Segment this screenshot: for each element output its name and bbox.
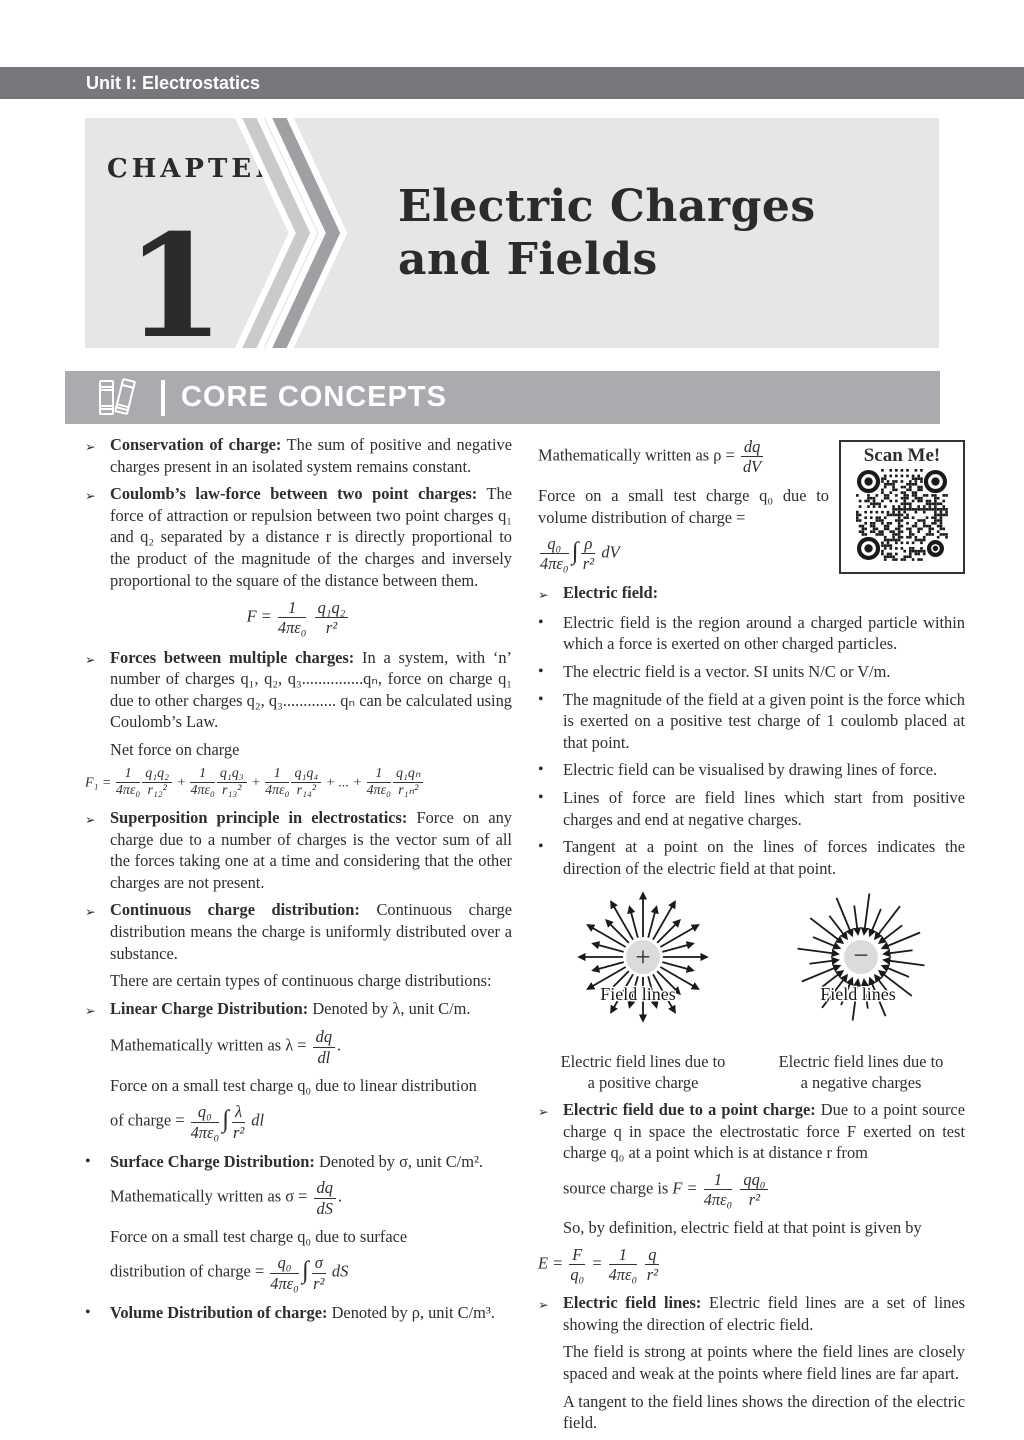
efield-point: • Electric field can be visualised by drawing lines of force. (538, 760, 938, 780)
sigma-definition-formula: Mathematically written as σ = $\frac{dq}{dS}$ . (110, 1178, 343, 1218)
concept-linear-distribution: ➢ Linear Charge Distribution: Denoted by λ, unit C/m. (85, 998, 512, 1022)
continuous-distribution-note: There are certain types of continuous charge distributions: (110, 971, 492, 991)
arrow-bullet-icon: ➢ (538, 1297, 549, 1313)
dot-bullet-icon: • (538, 690, 544, 708)
chapter-label: CHAPTER (107, 154, 281, 184)
rho-definition-formula: Mathematically written as ρ = $\frac{dq}{dV}$ (538, 438, 965, 475)
arrow-bullet-icon: ➢ (85, 488, 96, 504)
arrow-bullet-icon: ➢ (538, 1103, 549, 1119)
lambda-definition-formula: Mathematically written as λ = $\frac{dq}{dl}$ . (110, 1027, 342, 1067)
chapter-title: Electric Charges and Fields (398, 181, 816, 285)
concept-coulombs-law: ➢ Coulomb’s law-force between two point charges: The force of attraction or repulsion between two point charges q₁ and q₂ separated by a distance r is directly proportional to the product of the magnitude of the charges and inversely proportional to the square of the distance between them. (85, 484, 512, 590)
concept-conservation-of-charge: ➢ Conservation of charge: The sum of positive and negative charges present in an isolated system remains constant. (85, 435, 512, 476)
point-charge-force-formula: source charge is F = $\frac{1}{\text{4πε₀}}$ $\frac{\text{qq₀}}{\text{r²}}$ (563, 1171, 965, 1208)
arrow-bullet-icon: ➢ (85, 439, 96, 454)
volume-force-formula: $\frac{\text{q₀}}{\text{4πε₀}}$ ∫ $\frac{\rho}{\text{r²}}$ dV (540, 533, 620, 573)
dot-bullet-icon: • (538, 613, 544, 631)
books-icon (95, 377, 143, 419)
dot-bullet-icon: • (538, 788, 544, 806)
dot-bullet-icon: • (85, 1303, 91, 1321)
net-force-label: Net force on charge (110, 739, 240, 759)
electric-field-formula: E = $\frac{F}{\text{q₀}}$ = $\frac{1}{\text{4πε₀}}$ $\frac{q}{\text{r²}}$ (538, 1244, 659, 1284)
arrow-bullet-icon: ➢ (85, 651, 96, 667)
efield-point: • Tangent at a point on the lines of forces indicates the direction of the electric field at that point. (538, 837, 965, 878)
divider (161, 380, 165, 416)
concept-field-due-to-point-charge: ➢ Electric field due to a point charge: Due to a point source charge q in space the electrostatic force F exerted on test charge q₀ at a point which is at distance r from (538, 1099, 965, 1163)
concept-surface-distribution: • Surface Charge Distribution: Denoted by σ, unit C/m². (85, 1151, 483, 1171)
core-concepts-header (65, 371, 940, 424)
concept-superposition: ➢ Superposition principle in electrostatics: Force on any charge due to a number of charges is the vector sum of all the forces taking one at a time and considering that the other charges are not present. (85, 807, 512, 892)
positive-charge-field-lines-image (538, 885, 748, 1043)
concept-multiple-charges: ➢ Forces between multiple charges: In a system, with ‘n’ number of charges q₁, q₂, q₃...............qₙ, force on charge q₁ due to other charges q₂, q₃............. qₙ can be calculated using Coulomb’s Law. (85, 647, 512, 732)
coulomb-formula: F = $\frac{1}{\text{4πε₀}}$ $\frac{\text{q₁q₂}}{\text{r²}}$ (85, 599, 512, 636)
core-concepts-title: CORE CONCEPTS (181, 381, 447, 413)
arrow-bullet-icon: ➢ (85, 904, 96, 920)
efield-point: • Lines of force are field lines which start from positive charges and end at negative charges. (538, 787, 965, 829)
positive-diagram-caption: Electric field lines due to a positive charge (560, 1051, 726, 1092)
negative-charge-diagram (756, 885, 966, 1093)
linear-force-formula: of charge = $\frac{\text{q₀}}{\text{4πε₀}}$ ∫ $\frac{\lambda}{\text{r²}}$ dl (110, 1102, 264, 1142)
concept-electric-field: ➢ Electric field: (538, 582, 965, 606)
net-force-formula: F₁ = $\frac{1}{\text{4πε₀}}$ $\frac{\text{q₁q₂}}{\text{r₁₂²}}$ + $\frac{1}{\text{4πε₀}}$ $\frac{\text{q₁q₃}}{\text{r₁₃²}}$ + $\frac{1}{\text{4πε₀}}$ $\frac{\text{q₁q₄}}{\text{r₁₄²}}$ + ... + $\frac{1}{\text{4πε₀}}$ $\frac{\text{q₁qₙ}}{\text{r₁ₙ²}}$ (85, 767, 512, 799)
negative-charge-field-lines-image (756, 885, 966, 1043)
scan-me-label: Scan Me! (863, 445, 941, 466)
qr-code (856, 469, 948, 561)
plus-sign: + (635, 942, 651, 973)
negative-diagram-caption: Electric field lines due to a negative charges (778, 1051, 944, 1092)
volume-force-text: Force on a small test charge q₀ due to volume distribution of charge = (538, 486, 829, 528)
arrow-bullet-icon: ➢ (538, 587, 549, 603)
chapter-number: 1 (125, 204, 225, 370)
concept-electric-field-lines: ➢ Electric field lines: Electric field lines are a set of lines showing the direction of electric field. (538, 1293, 966, 1334)
concept-continuous-distribution: ➢ Continuous charge distribution: Continuous charge distribution means the charge is uniformly distributed over a substance. (85, 900, 512, 963)
positive-charge-diagram (538, 885, 748, 1093)
dot-bullet-icon: • (538, 838, 544, 856)
efield-point: • The magnitude of the field at a given point is the force which is exerted on a positive test charge of 1 coulomb placed at that point. (538, 689, 965, 752)
chevron-right-icon (235, 118, 365, 348)
field-line-diagrams (538, 885, 965, 1093)
surface-force-formula: distribution of charge = $\frac{\text{q₀}}{\text{4πε₀}}$ ∫ $\frac{\sigma}{\text{r²}}$ dS (110, 1253, 349, 1293)
minus-sign: − (853, 940, 869, 971)
dot-bullet-icon: • (538, 761, 544, 779)
volume-math-block (538, 438, 965, 572)
scan-me-box (839, 440, 965, 574)
arrow-bullet-icon: ➢ (85, 811, 96, 827)
unit-header-bar (0, 67, 1024, 99)
definition-line: So, by definition, electric field at that point is given by (563, 1218, 922, 1238)
surface-force-text: Force on a small test charge q₀ due to surface (110, 1226, 408, 1246)
efield-point: • Electric field is the region around a charged particle within which a force is exerted on other charged particles. (538, 612, 965, 654)
field-lines-label: Field lines (600, 984, 676, 1005)
concept-volume-distribution: • Volume Distribution of charge: Denoted by ρ, unit C/m³. (85, 1302, 495, 1322)
linear-force-text: Force on a small test charge q₀ due to linear distribution (110, 1075, 477, 1095)
efield-point: • The electric field is a vector. SI units N/C or V/m. (538, 661, 891, 681)
unit-label: Unit I: Electrostatics (86, 72, 261, 93)
arrow-bullet-icon: ➢ (85, 1002, 96, 1018)
field-lines-note-1: The field is strong at points where the field lines are closely spaced and weak at the points where field lines are far apart. (563, 1342, 965, 1383)
dot-bullet-icon: • (85, 1152, 91, 1170)
two-column-content (85, 434, 965, 1440)
chapter-banner (85, 118, 939, 370)
field-lines-label: Field lines (820, 984, 896, 1005)
field-lines-note-2: A tangent to the field lines shows the direction of the electric field. (563, 1391, 965, 1433)
left-column (85, 434, 512, 1440)
right-column (538, 434, 965, 1440)
dot-bullet-icon: • (538, 662, 544, 680)
